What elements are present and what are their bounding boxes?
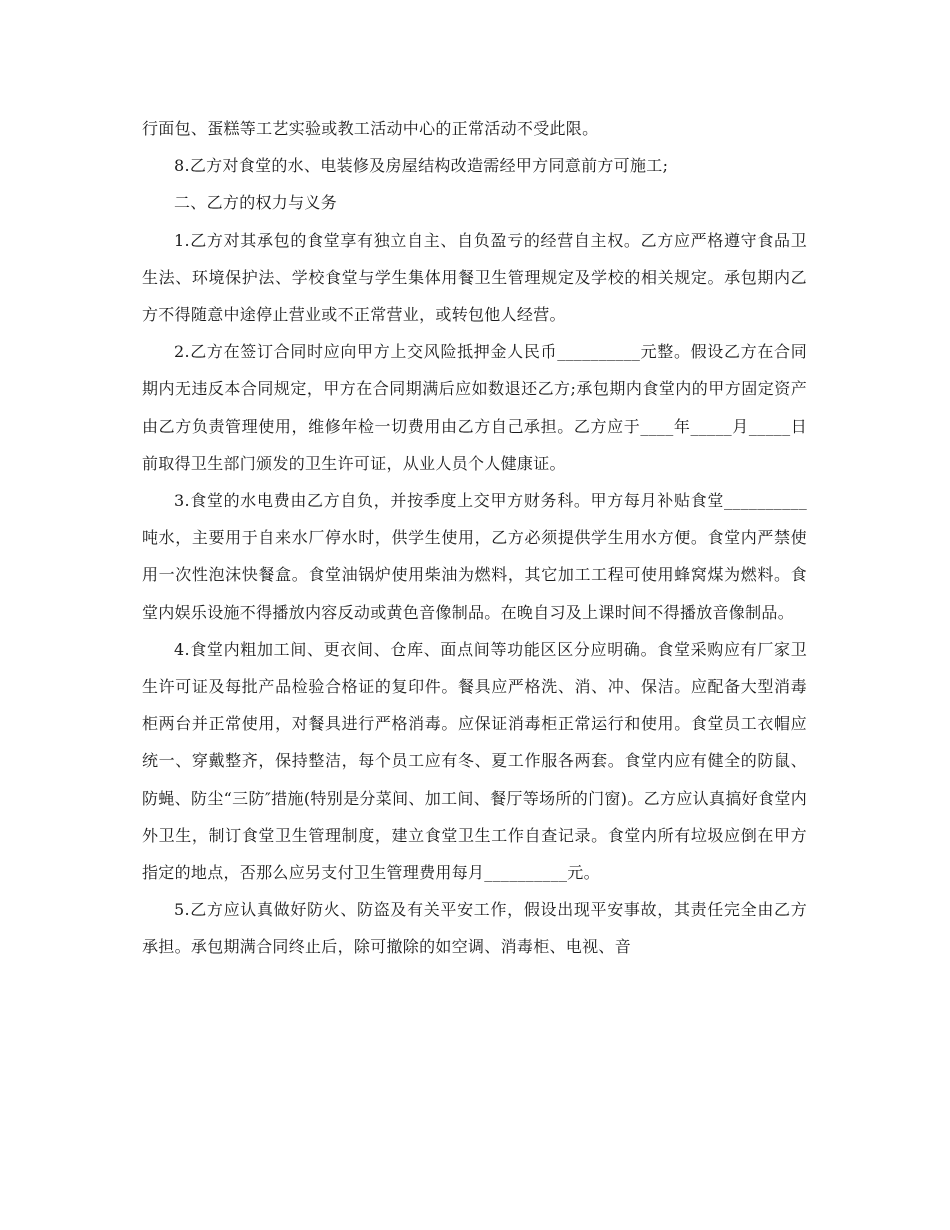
- paragraph-item-1: 1.乙方对其承包的食堂享有独立自主、自负盈亏的经营自主权。乙方应严格遵守食品卫生法、环境保护法、学校食堂与学生集体用餐卫生管理规定及学校的相关规定。承包期内乙方不得随意中途停止营业或不正常营业，或转包他人经营。: [142, 230, 807, 325]
- paragraph-continuation: 行面包、蛋糕等工艺实验或教工活动中心的正常活动不受此限。: [142, 119, 599, 138]
- paragraph-item-2: 2.乙方在签订合同时应向甲方上交风险抵押金人民币__________元整。假设乙方在合同期内无违反本合同规定，甲方在合同期满后应如数退还乙方;承包期内食堂内的甲方固定资产由乙方负责管理使用，维修年检一切费用由乙方自己承担。乙方应于____年_____月_____日前取得卫生部门颁发的卫生许可证，从业人员个人健康证。: [142, 342, 807, 473]
- section-heading: 二、乙方的权力与义务: [174, 193, 338, 213]
- document-page: [142, 110, 807, 966]
- paragraph-item-5: 5.乙方应认真做好防火、防盗及有关平安工作，假设出现平安事故，其责任完全由乙方承担。承包期满合同终止后，除可撤除的如空调、消毒柜、电视、音: [142, 900, 807, 957]
- paragraph-item-3: 3.食堂的水电费由乙方自负，并按季度上交甲方财务科。甲方每月补贴食堂__________吨水，主要用于自来水厂停水时，供学生使用，乙方必须提供学生用水方便。食堂内严禁使用一次性泡沫快餐盒。食堂油锅炉使用柴油为燃料，其它加工工程可使用蜂窝煤为燃料。食堂内娱乐设施不得播放内容反动或黄色音像制品。在晚自习及上课时间不得播放音像制品。: [142, 491, 807, 622]
- paragraph-item-8: 8.乙方对食堂的水、电装修及房屋结构改造需经甲方同意前方可施工;: [174, 156, 669, 176]
- paragraph-item-4: 4.食堂内粗加工间、更衣间、仓库、面点间等功能区区分应明确。食堂采购应有厂家卫生许可证及每批产品检验合格证的复印件。餐具应严格洗、消、冲、保洁。应配备大型消毒柜两台并正常使用，对餐具进行严格消毒。应保证消毒柜正常运行和使用。食堂员工衣帽应统一、穿戴整齐，保持整洁，每个员工应有冬、夏工作服各两套。食堂内应有健全的防鼠、防蝇、防尘“三防″措施(特别是分菜间、加工间、餐厅等场所的门窗)。乙方应认真搞好食堂内外卫生，制订食堂卫生管理制度，建立食堂卫生工作自查记录。食堂内所有垃圾应倒在甲方指定的地点，否那么应另支付卫生管理费用每月__________元。: [142, 639, 807, 883]
